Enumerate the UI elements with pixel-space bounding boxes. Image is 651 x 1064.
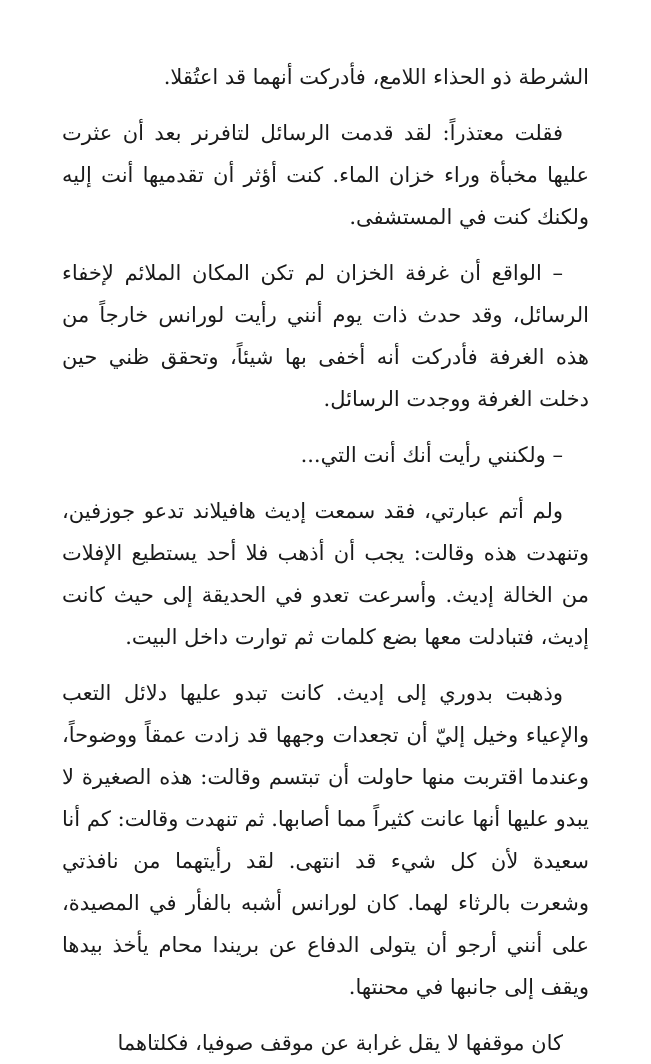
paragraph-5: ولم أتم عبارتي، فقد سمعت إديث هافيلاند تدعو جوزفين، وتنهدت هذه وقالت: يجب أن أذهب فلا أحد يستطيع الإفلات من الخالة إديث. وأسرعت تعدو في الحديقة إلى حيث كانت إديث، فتبادلت معها بضع كلمات ثم توارت داخل البيت.	[62, 499, 589, 649]
paragraph-7: كان موقفها لا يقل غرابة عن موقف صوفيا، فكلتاهما	[117, 1031, 563, 1055]
paragraph-3: – الواقع أن غرفة الخزان لم تكن المكان الملائم لإخفاء الرسائل، وقد حدث ذات يوم أنني رأيت لورانس خارجاً من هذه الغرفة فأدركت أنه أخفى بها شيئاً، وتحقق ظني حين دخلت الغرفة ووجدت الرسائل.	[62, 261, 589, 411]
paragraph-2: فقلت معتذراً: لقد قدمت الرسائل لتافرنر بعد أن عثرت عليها مخبأة وراء خزان الماء. كنت أؤثر أن تقدميها أنت إليه ولكنك كنت في المستشفى.	[62, 121, 589, 229]
paragraph-1: الشرطة ذو الحذاء اللامع، فأدركت أنهما قد اعتُقلا.	[163, 65, 589, 89]
paragraph-6: وذهبت بدوري إلى إديث. كانت تبدو عليها دلائل التعب والإعياء وخيل إليّ أن تجعدات وجهها قد زادت عمقاً ووضوحاً، وعندما اقتربت منها حاولت أن تبتسم وقالت: هذه الصغيرة لا يبدو عليها أنها عانت كثيراً مما أصابها. ثم تنهدت وقالت: كم أنا سعيدة لأن كل شيء قد انتهى. لقد رأيتهما من نافذتي وشعرت بالرثاء لهما. كان لورانس أشبه بالفأر في المصيدة، على أنني أرجو أن يتولى الدفاع عن بريندا محام يأخذ بيدها ويقف إلى جانبها في محنتها.	[62, 681, 589, 999]
page-body-text	[62, 56, 589, 1064]
paragraph-4: – ولكنني رأيت أنك أنت التي...	[300, 443, 563, 467]
